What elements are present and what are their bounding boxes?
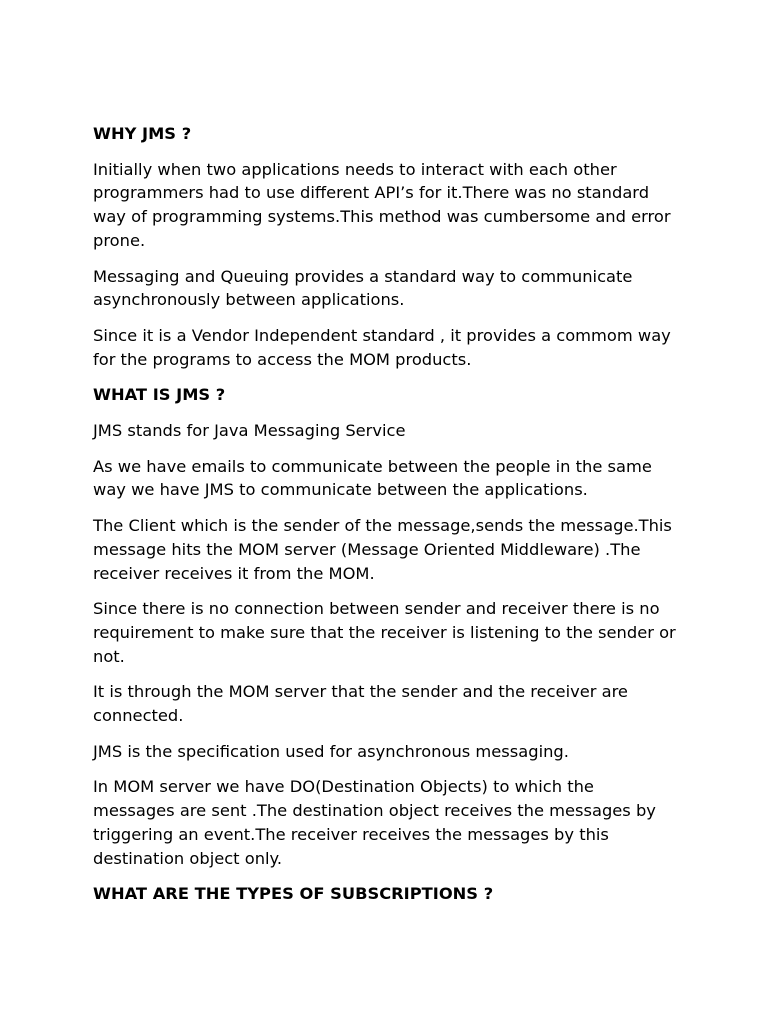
paragraph: As we have emails to communicate between the people in the same way we have JMS to communicate between the applications. <box>93 456 652 500</box>
paragraph: It is through the MOM server that the sender and the receiver are connected. <box>93 682 628 726</box>
paragraph: Since it is a Vendor Independent standard , it provides a commom way for the programs to access the MOM products. <box>93 325 671 369</box>
paragraph: Messaging and Queuing provides a standard way to communicate asynchronously between applications. <box>93 266 633 310</box>
heading-what-is-jms: WHAT IS JMS ? <box>93 385 226 405</box>
paragraph: JMS is the specification used for asynchronous messaging. <box>93 741 569 761</box>
paragraph: JMS stands for Java Messaging Service <box>93 421 406 441</box>
paragraph: The Client which is the sender of the message,sends the message.This message hits the MOM server (Message Oriented Middleware) .The receiver receives it from the MOM. <box>93 516 672 583</box>
heading-types-of-subscriptions: WHAT ARE THE TYPES OF SUBSCRIPTIONS ? <box>93 884 494 904</box>
paragraph: Since there is no connection between sender and receiver there is no requirement to make sure that the receiver is listening to the sender or not. <box>93 599 676 666</box>
document-body <box>93 122 678 918</box>
heading-why-jms: WHY JMS ? <box>93 124 192 143</box>
paragraph: Initially when two applications needs to interact with each other programmers had to use different API’s for it.There was no standard way of programming systems.This method was cumbersome and error prone. <box>93 159 671 250</box>
paragraph: In MOM server we have DO(Destination Objects) to which the messages are sent .The destination object receives the messages by triggering an event.The receiver receives the messages by this destination object only. <box>93 777 656 868</box>
